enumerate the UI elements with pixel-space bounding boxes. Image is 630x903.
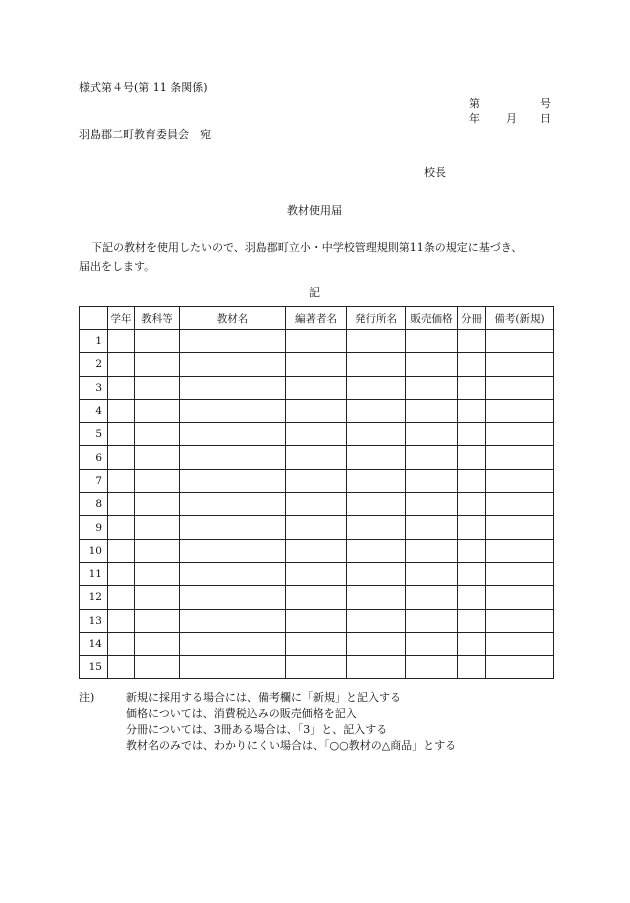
grade-cell[interactable] [108, 562, 135, 585]
material-name-cell[interactable] [180, 609, 286, 632]
publisher-cell[interactable] [347, 330, 406, 353]
row-number: 4 [80, 399, 108, 422]
body-line-1: 下記の教材を使用したいので、羽島郡町立小・中学校管理規則第11条の規定に基づき、 [91, 241, 523, 254]
volumes-cell[interactable] [458, 656, 486, 679]
grade-cell[interactable] [108, 609, 135, 632]
remarks-cell[interactable] [486, 516, 554, 539]
material-name-cell[interactable] [180, 469, 286, 492]
subject-cell[interactable] [135, 656, 180, 679]
subject-cell[interactable] [135, 609, 180, 632]
publisher-cell[interactable] [347, 656, 406, 679]
material-name-cell[interactable] [180, 399, 286, 422]
volumes-cell[interactable] [458, 632, 486, 655]
grade-cell[interactable] [108, 423, 135, 446]
row-number: 5 [80, 423, 108, 446]
subject-cell[interactable] [135, 493, 180, 516]
author-cell[interactable] [286, 469, 347, 492]
table-row [80, 399, 554, 422]
doc-number-go: 号 [540, 97, 551, 110]
table-row [80, 376, 554, 399]
row-number: 2 [80, 353, 108, 376]
addressee: 羽島郡二町教育委員会 宛 [79, 128, 211, 141]
material-name-cell[interactable] [180, 562, 286, 585]
price-cell[interactable] [406, 632, 458, 655]
grade-cell[interactable] [108, 632, 135, 655]
author-cell[interactable] [286, 423, 347, 446]
row-number: 6 [80, 446, 108, 469]
publisher-cell[interactable] [347, 562, 406, 585]
author-cell[interactable] [286, 562, 347, 585]
subject-cell[interactable] [135, 562, 180, 585]
grade-cell[interactable] [108, 469, 135, 492]
grade-cell[interactable] [108, 330, 135, 353]
row-number: 12 [80, 586, 108, 609]
row-number: 1 [80, 330, 108, 353]
header-material-name: 教材名 [180, 307, 286, 330]
price-cell[interactable] [406, 539, 458, 562]
author-cell[interactable] [286, 586, 347, 609]
publisher-cell[interactable] [347, 376, 406, 399]
price-cell[interactable] [406, 562, 458, 585]
note-line: 価格については、消費税込みの販売価格を記入 [126, 707, 357, 720]
author-cell[interactable] [286, 632, 347, 655]
subject-cell[interactable] [135, 516, 180, 539]
remarks-cell[interactable] [486, 632, 554, 655]
date-day: 日 [540, 112, 551, 125]
author-cell[interactable] [286, 539, 347, 562]
publisher-cell[interactable] [347, 423, 406, 446]
price-cell[interactable] [406, 586, 458, 609]
subject-cell[interactable] [135, 399, 180, 422]
table-row [80, 562, 554, 585]
material-name-cell[interactable] [180, 493, 286, 516]
table-row [80, 469, 554, 492]
subject-cell[interactable] [135, 353, 180, 376]
subject-cell[interactable] [135, 446, 180, 469]
table-row [80, 609, 554, 632]
publisher-cell[interactable] [347, 539, 406, 562]
row-number: 11 [80, 562, 108, 585]
price-cell[interactable] [406, 493, 458, 516]
header-price: 販売価格 [406, 307, 458, 330]
table-row [80, 423, 554, 446]
price-cell[interactable] [406, 516, 458, 539]
subject-cell[interactable] [135, 539, 180, 562]
publisher-cell[interactable] [347, 469, 406, 492]
row-number: 9 [80, 516, 108, 539]
body-line-2: 届出をします。 [79, 260, 156, 273]
author-cell[interactable] [286, 353, 347, 376]
material-name-cell[interactable] [180, 539, 286, 562]
volumes-cell[interactable] [458, 609, 486, 632]
volumes-cell[interactable] [458, 469, 486, 492]
remarks-cell[interactable] [486, 562, 554, 585]
price-cell[interactable] [406, 330, 458, 353]
subject-cell[interactable] [135, 632, 180, 655]
table-row [80, 493, 554, 516]
notes-label: 注) [79, 691, 95, 704]
price-cell[interactable] [406, 423, 458, 446]
remarks-cell[interactable] [486, 399, 554, 422]
author-cell[interactable] [286, 446, 347, 469]
subject-cell[interactable] [135, 423, 180, 446]
volumes-cell[interactable] [458, 399, 486, 422]
publisher-cell[interactable] [347, 609, 406, 632]
author-cell[interactable] [286, 493, 347, 516]
material-name-cell[interactable] [180, 446, 286, 469]
volumes-cell[interactable] [458, 353, 486, 376]
author-cell[interactable] [286, 656, 347, 679]
header-author: 編著者名 [286, 307, 347, 330]
publisher-cell[interactable] [347, 446, 406, 469]
publisher-cell[interactable] [347, 399, 406, 422]
remarks-cell[interactable] [486, 609, 554, 632]
material-name-cell[interactable] [180, 330, 286, 353]
subject-cell[interactable] [135, 376, 180, 399]
price-cell[interactable] [406, 446, 458, 469]
header-publisher: 発行所名 [347, 307, 406, 330]
volumes-cell[interactable] [458, 562, 486, 585]
table-row [80, 632, 554, 655]
remarks-cell[interactable] [486, 330, 554, 353]
price-cell[interactable] [406, 376, 458, 399]
table-row [80, 353, 554, 376]
volumes-cell[interactable] [458, 423, 486, 446]
remarks-cell[interactable] [486, 586, 554, 609]
materials-table [79, 306, 554, 679]
author-cell[interactable] [286, 609, 347, 632]
volumes-cell[interactable] [458, 539, 486, 562]
material-name-cell[interactable] [180, 376, 286, 399]
remarks-cell[interactable] [486, 539, 554, 562]
price-cell[interactable] [406, 609, 458, 632]
form-number: 様式第４号(第 11 条関係) [79, 81, 208, 94]
volumes-cell[interactable] [458, 446, 486, 469]
remarks-cell[interactable] [486, 446, 554, 469]
ki-heading: 記 [309, 286, 320, 299]
grade-cell[interactable] [108, 446, 135, 469]
header-grade: 学年 [108, 307, 135, 330]
volumes-cell[interactable] [458, 586, 486, 609]
table-row [80, 516, 554, 539]
material-name-cell[interactable] [180, 353, 286, 376]
document-title: 教材使用届 [287, 204, 342, 217]
material-name-cell[interactable] [180, 423, 286, 446]
price-cell[interactable] [406, 469, 458, 492]
grade-cell[interactable] [108, 376, 135, 399]
price-cell[interactable] [406, 399, 458, 422]
date-year: 年 [469, 112, 480, 125]
table-row [80, 656, 554, 679]
publisher-cell[interactable] [347, 353, 406, 376]
date-month: 月 [506, 112, 517, 125]
table-row [80, 446, 554, 469]
price-cell[interactable] [406, 353, 458, 376]
row-number: 3 [80, 376, 108, 399]
table-row [80, 586, 554, 609]
volumes-cell[interactable] [458, 516, 486, 539]
header-remarks: 備考(新規) [486, 307, 554, 330]
remarks-cell[interactable] [486, 423, 554, 446]
row-number: 7 [80, 469, 108, 492]
remarks-cell[interactable] [486, 493, 554, 516]
publisher-cell[interactable] [347, 493, 406, 516]
subject-cell[interactable] [135, 586, 180, 609]
grade-cell[interactable] [108, 493, 135, 516]
grade-cell[interactable] [108, 586, 135, 609]
table-header-row [80, 307, 554, 330]
author-cell[interactable] [286, 399, 347, 422]
doc-number-dai: 第 [469, 97, 480, 110]
grade-cell[interactable] [108, 539, 135, 562]
grade-cell[interactable] [108, 353, 135, 376]
sender-title: 校長 [424, 166, 446, 179]
subject-cell[interactable] [135, 469, 180, 492]
row-number: 14 [80, 632, 108, 655]
row-number: 15 [80, 656, 108, 679]
volumes-cell[interactable] [458, 493, 486, 516]
grade-cell[interactable] [108, 656, 135, 679]
note-line: 分冊については、3冊ある場合は、「3」と、記入する [126, 723, 388, 736]
remarks-cell[interactable] [486, 656, 554, 679]
price-cell[interactable] [406, 656, 458, 679]
material-name-cell[interactable] [180, 586, 286, 609]
remarks-cell[interactable] [486, 469, 554, 492]
publisher-cell[interactable] [347, 632, 406, 655]
author-cell[interactable] [286, 330, 347, 353]
material-name-cell[interactable] [180, 632, 286, 655]
remarks-cell[interactable] [486, 353, 554, 376]
note-line: 新規に採用する場合には、備考欄に「新規」と記入する [126, 691, 401, 704]
material-name-cell[interactable] [180, 656, 286, 679]
header-subject: 教科等 [135, 307, 180, 330]
publisher-cell[interactable] [347, 516, 406, 539]
table-row [80, 330, 554, 353]
subject-cell[interactable] [135, 330, 180, 353]
grade-cell[interactable] [108, 399, 135, 422]
publisher-cell[interactable] [347, 586, 406, 609]
volumes-cell[interactable] [458, 376, 486, 399]
row-number: 13 [80, 609, 108, 632]
header-number [80, 307, 108, 330]
material-name-cell[interactable] [180, 516, 286, 539]
author-cell[interactable] [286, 376, 347, 399]
grade-cell[interactable] [108, 516, 135, 539]
table-row [80, 539, 554, 562]
header-volumes: 分冊 [458, 307, 486, 330]
remarks-cell[interactable] [486, 376, 554, 399]
row-number: 10 [80, 539, 108, 562]
volumes-cell[interactable] [458, 330, 486, 353]
row-number: 8 [80, 493, 108, 516]
note-line: 教材名のみでは、わかりにくい場合は、「○○教材の△商品」とする [126, 739, 457, 752]
author-cell[interactable] [286, 516, 347, 539]
